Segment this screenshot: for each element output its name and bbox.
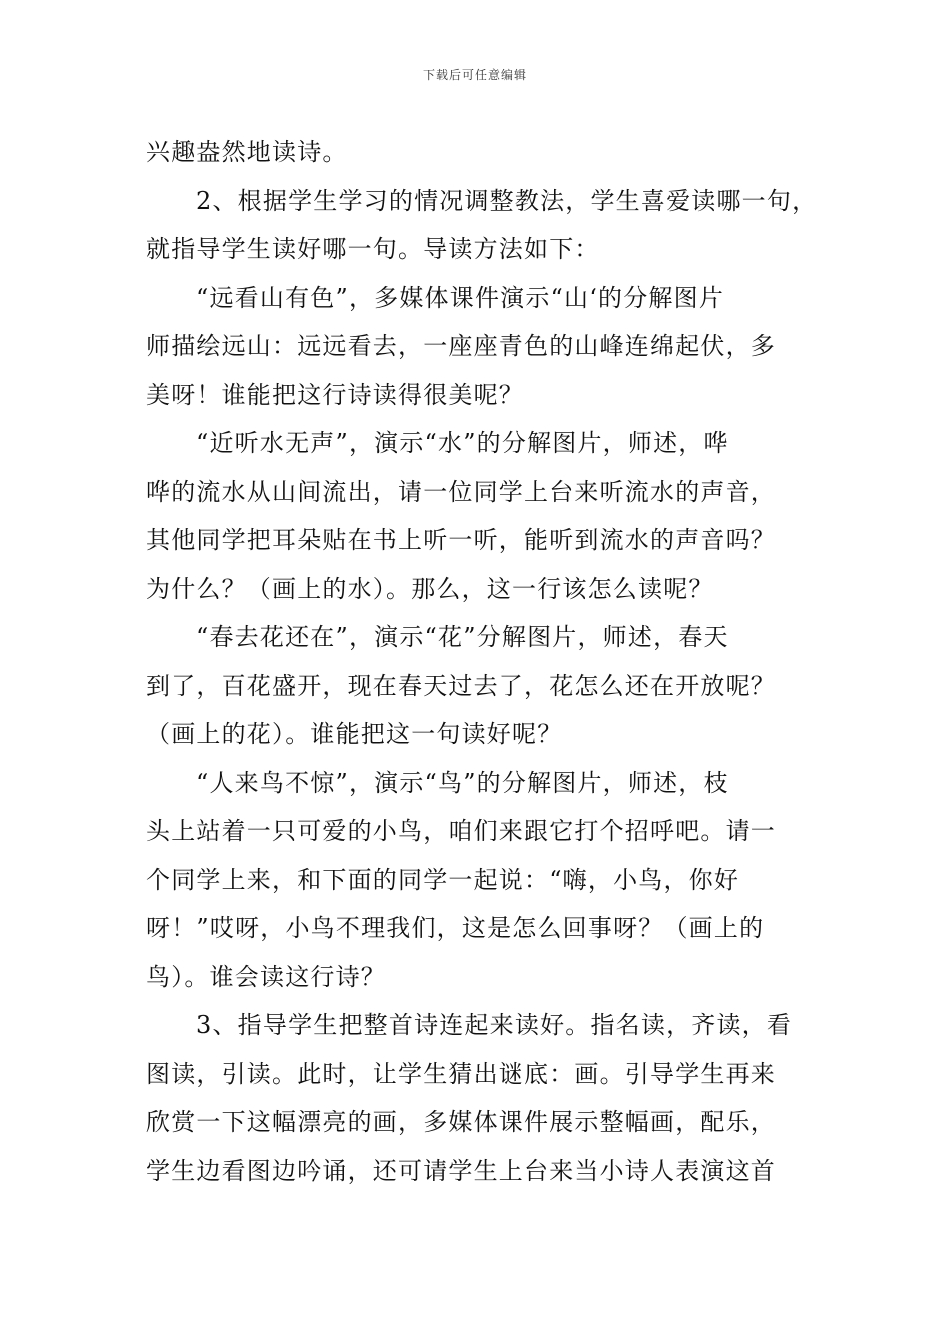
text-line: “春去花还在”，演示“花”分解图片，师述，春天 — [196, 623, 729, 651]
text-line: “远看山有色”，多媒体课件演示“山‘的分解图片 — [196, 283, 725, 312]
document-body — [146, 128, 818, 1195]
text-line: 个同学上来，和下面的同学一起说：“嗨，小鸟，你好 — [146, 865, 740, 894]
text-line: 图读，引读。此时，让学生猜出谜底：画。引导学生再来 — [146, 1059, 776, 1088]
text-line: 欣赏一下这幅漂亮的画，多媒体课件展示整幅画，配乐， — [146, 1108, 776, 1136]
text-line: 美呀！谁能把这行诗读得很美呢？ — [146, 380, 524, 409]
text-line: 为什么？（画上的水）。那么，这一行该怎么读呢？ — [146, 574, 714, 603]
text-line: 师描绘远山：远远看去，一座座青色的山峰连绵起伏，多 — [146, 332, 776, 360]
text-line: 学生边看图边吟诵，还可请学生上台来当小诗人表演这首 — [146, 1156, 776, 1185]
text-line: “人来鸟不惊”，演示“鸟”的分解图片，师述，枝 — [196, 768, 729, 797]
text-line: 就指导学生读好哪一句。导读方法如下： — [146, 235, 600, 263]
text-line: 鸟）。谁会读这行诗？ — [146, 962, 386, 991]
text-line: 到了，百花盛开，现在春天过去了，花怎么还在开放呢？ — [146, 671, 776, 700]
text-line: 兴趣盎然地读诗。 — [146, 138, 348, 166]
text-line: 哗的流水从山间流出，请一位同学上台来听流水的声音， — [146, 477, 776, 506]
text-line: 2、根据学生学习的情况调整教法，学生喜爱读哪一句， — [196, 186, 818, 215]
text-line: （画上的花）。谁能把这一句读好呢？ — [146, 720, 563, 748]
text-line: 3、指导学生把整首诗连起来读好。指名读，齐读，看 — [196, 1011, 793, 1039]
text-line: 其他同学把耳朵贴在书上听一听，能听到流水的声音吗？ — [146, 526, 776, 554]
text-line: 头上站着一只可爱的小鸟，咱们来跟它打个招呼吧。请一 — [146, 817, 776, 845]
text-line: “近听水无声”，演示“水”的分解图片，师述，哗 — [196, 429, 729, 457]
page-header: 下载后可任意编辑 — [422, 68, 527, 82]
text-line: 呀！”哎呀，小鸟不理我们，这是怎么回事呀？（画上的 — [146, 914, 765, 942]
